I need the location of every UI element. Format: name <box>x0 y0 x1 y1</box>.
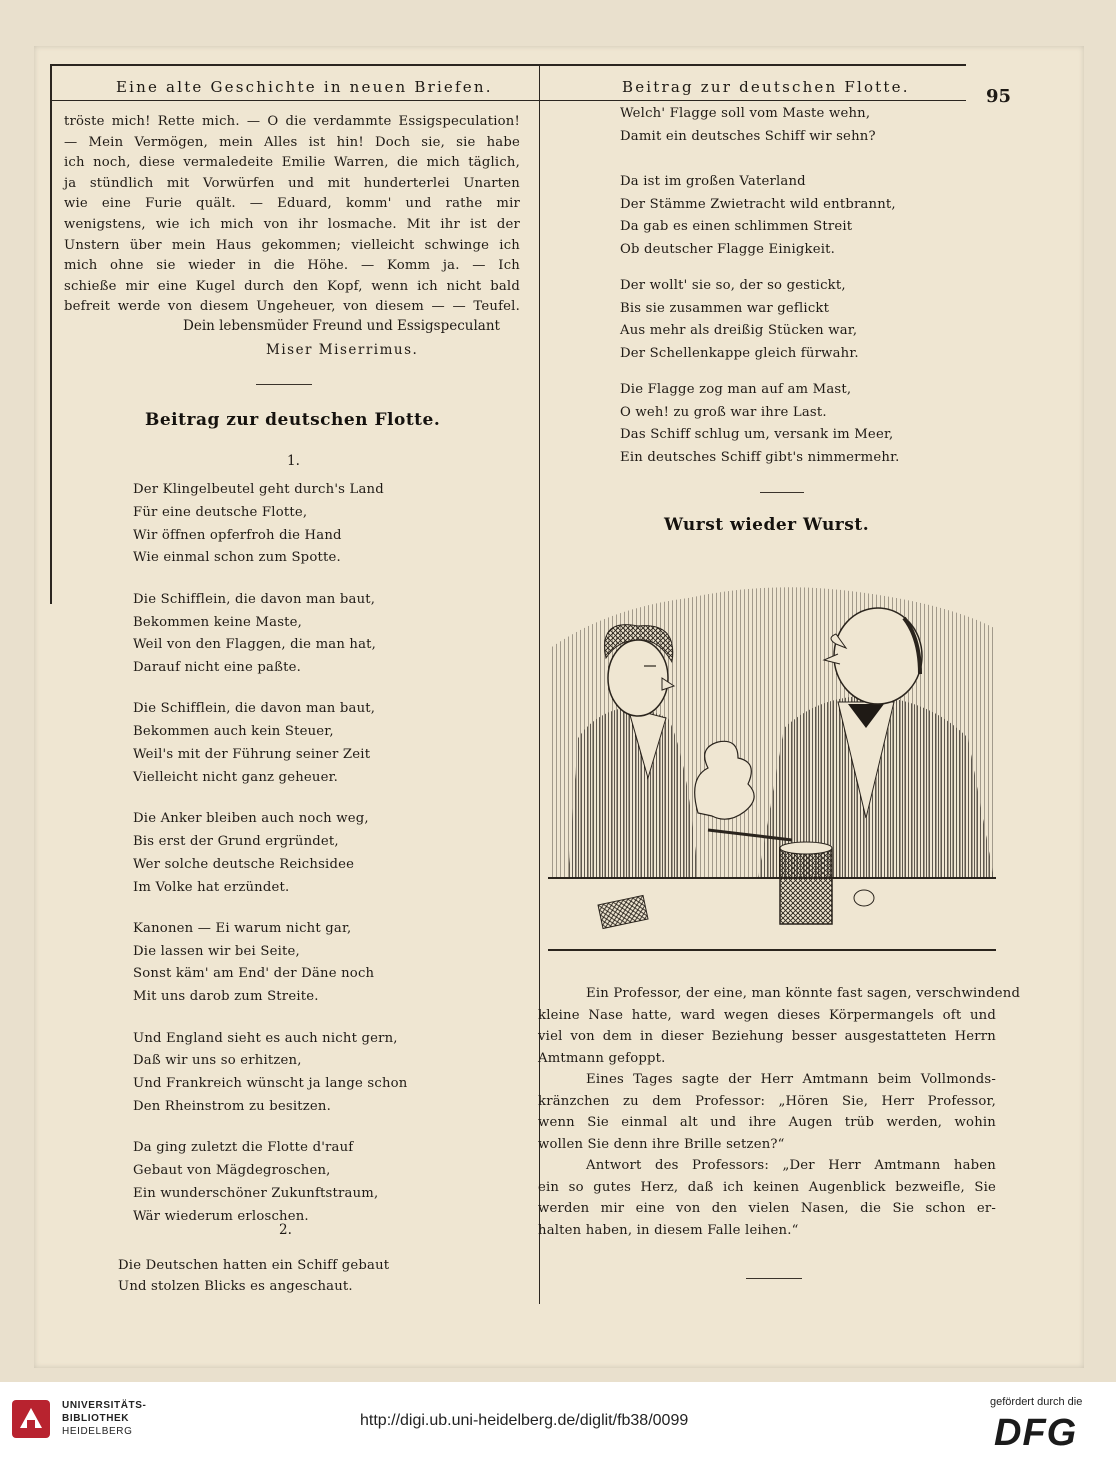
letter-line: ja stündlich mit Vorwürfen und mit hunderterlei Unarten <box>64 175 520 191</box>
poem-line: Bekommen keine Maste, <box>133 614 303 630</box>
poem-line: Kanonen — Ei warum nicht gar, <box>133 920 352 936</box>
poem-line: Gebaut von Mägdegroschen, <box>133 1163 331 1178</box>
letter-signoff: Dein lebensmüder Freund und Essigspeculant <box>183 318 500 334</box>
poem-line: Bekommen auch kein Steuer, <box>133 724 334 740</box>
poem-line: Die Deutschen hatten ein Schiff gebaut <box>118 1258 390 1273</box>
letter-line: tröste mich! Rette mich. — O die verdammte Essigspeculation! <box>64 114 520 129</box>
poem-line: Die lassen wir bei Seite, <box>133 943 300 959</box>
poem-line: Vielleicht nicht ganz geheuer. <box>133 769 339 785</box>
poem-line: Da ging zuletzt die Flotte d'rauf <box>133 1140 354 1156</box>
poem-line: Wie einmal schon zum Spotte. <box>133 550 341 566</box>
story-line: ein so gutes Herz, daß ich keinen Augenblick bezweifle, Sie <box>538 1179 996 1195</box>
letter-signature: Miser Miserrimus. <box>266 342 419 358</box>
story-line: werden mir eine von den vielen Nasen, die Sie schon er- <box>538 1201 996 1216</box>
poem-line: Ein wunderschöner Zukunftstraum, <box>133 1185 379 1201</box>
story-line: Antwort des Professors: „Der Herr Amtmann haben <box>586 1158 996 1173</box>
poem-line: Der wollt' sie so, der so gestickt, <box>620 278 846 293</box>
poem-part2-number: 2. <box>279 1222 292 1238</box>
story-line: viel von dem in dieser Beziehung besser ausgestatteten Herrn <box>538 1029 996 1044</box>
letter-line: wie eine Furie quält. — Eduard, komm' und rathe mir <box>64 196 520 212</box>
poem-part1-number: 1. <box>287 453 300 469</box>
running-head-right: Beitrag zur deutschen Flotte. <box>622 78 910 96</box>
story-line: Ein Professor, der eine, man könnte fast sagen, verschwindend <box>586 986 1021 1001</box>
poem-line: Wär wiederum erloschen. <box>133 1208 309 1224</box>
poem-line: O weh! zu groß war ihre Last. <box>620 404 827 420</box>
story-line: halten haben, in diesem Falle leihen.“ <box>538 1222 799 1238</box>
viewer-footer <box>0 1382 1116 1464</box>
poem-line: Und stolzen Blicks es angeschaut. <box>118 1279 353 1294</box>
poem-line: Der Stämme Zwietracht wild entbrannt, <box>620 196 896 212</box>
poem-line: Mit uns darob zum Streite. <box>133 989 319 1005</box>
poem-line: Die Schifflein, die davon man baut, <box>133 591 376 607</box>
left-border-rule <box>50 64 52 604</box>
letter-line: mich ohne sie wieder in die Höhe. — Komm ja. — Ich <box>64 258 520 274</box>
poem-line: Der Klingelbeutel geht durch's Land <box>133 482 384 497</box>
poem-line: Der Schellenkappe gleich fürwahr. <box>620 345 859 361</box>
poem-line: Die Anker bleiben auch noch weg, <box>133 811 369 827</box>
poem-line: Damit ein deutsches Schiff wir sehn? <box>620 128 876 144</box>
page-number: 95 <box>986 86 1012 107</box>
letter-line: wenigstens, wie ich mich von ihr losmache. Mit ihr ist der <box>64 217 520 232</box>
running-head-left: Eine alte Geschichte in neuen Briefen. <box>116 78 493 96</box>
poem-line: Weil's mit der Führung seiner Zeit <box>133 747 371 762</box>
poem-line: Die Schifflein, die davon man baut, <box>133 701 376 717</box>
permalink-url[interactable]: http://digi.ub.uni-heidelberg.de/diglit/fb38/0099 <box>360 1412 689 1429</box>
engraving-illustration <box>548 578 996 952</box>
letter-line: Unstern über mein Haus gekommen; vielleicht schwinge ich <box>64 237 520 253</box>
poem-line: Und England sieht es auch nicht gern, <box>133 1030 398 1046</box>
poem-line: Wir öffnen opferfroh die Hand <box>133 527 342 543</box>
letter-line: befreit werde von diesem Ungeheuer, von diesem — — Teufel. <box>64 299 520 315</box>
poem-line: Bis erst der Grund ergründet, <box>133 833 339 849</box>
section-separator-right <box>760 492 804 493</box>
library-name-line1: UNIVERSITÄTS- <box>62 1400 147 1411</box>
poem-line: Aus mehr als dreißig Stücken war, <box>620 323 858 338</box>
story-line: wollen Sie denn ihre Brille setzen?“ <box>538 1136 785 1152</box>
poem-line: Und Frankreich wünscht ja lange schon <box>133 1076 408 1092</box>
poem-line: Welch' Flagge soll vom Maste wehn, <box>620 106 871 121</box>
poem-line: Darauf nicht eine paßte. <box>133 660 301 676</box>
header-rule <box>50 100 966 101</box>
story-line: Eines Tages sagte der Herr Amtmann beim Vollmonds- <box>586 1072 996 1087</box>
story-line: wenn Sie einmal alt und ihre Augen trüb werden, wohin <box>538 1115 996 1130</box>
library-name-line2: BIBLIOTHEK <box>62 1413 130 1424</box>
library-name-line3: HEIDELBERG <box>62 1426 133 1437</box>
poem-line: Für eine deutsche Flotte, <box>133 504 308 520</box>
poem-line: Weil von den Flaggen, die man hat, <box>133 637 377 653</box>
dfg-logo: DFG <box>994 1412 1078 1454</box>
poem-title: Beitrag zur deutschen Flotte. <box>145 410 441 430</box>
poem-line: Ein deutsches Schiff gibt's nimmermehr. <box>620 449 900 465</box>
letter-line: ich noch, diese vermaledeite Emilie Warren, die mich täglich, <box>64 155 520 171</box>
poem-line: Das Schiff schlug um, versank im Meer, <box>620 427 894 442</box>
poem-line: Den Rheinstrom zu besitzen. <box>133 1098 332 1114</box>
story-line: Amtmann gefoppt. <box>538 1050 666 1066</box>
poem-line: Sonst käm' am End' der Däne noch <box>133 966 375 982</box>
funded-by-label: gefördert durch die <box>990 1396 1083 1408</box>
letter-line: — Mein Vermögen, mein Alles ist hin! Doch sie, sie habe <box>64 134 520 150</box>
poem-line: Wer solche deutsche Reichsidee <box>133 856 355 872</box>
poem-line: Bis sie zusammen war geflickt <box>620 300 830 316</box>
poem-line: Da gab es einen schlimmen Streit <box>620 219 853 234</box>
poem-line: Da ist im großen Vaterland <box>620 174 806 189</box>
story-line: kränzchen zu dem Professor: „Hören Sie, Herr Professor, <box>538 1093 996 1109</box>
university-seal-icon <box>10 1398 52 1440</box>
end-separator <box>746 1278 802 1279</box>
poem-line: Die Flagge zog man auf am Mast, <box>620 382 852 397</box>
poem-line: Daß wir uns so erhitzen, <box>133 1053 302 1069</box>
letter-line: schieße mir eine Kugel durch den Kopf, wenn ich nicht bald <box>64 278 520 294</box>
top-border-rule <box>50 64 966 66</box>
story-title: Wurst wieder Wurst. <box>664 515 870 535</box>
section-separator <box>256 384 312 385</box>
poem-line: Ob deutscher Flagge Einigkeit. <box>620 241 836 257</box>
story-line: kleine Nase hatte, ward wegen dieses Körpermangels oft und <box>538 1007 996 1023</box>
poem-line: Im Volke hat erzündet. <box>133 879 290 895</box>
